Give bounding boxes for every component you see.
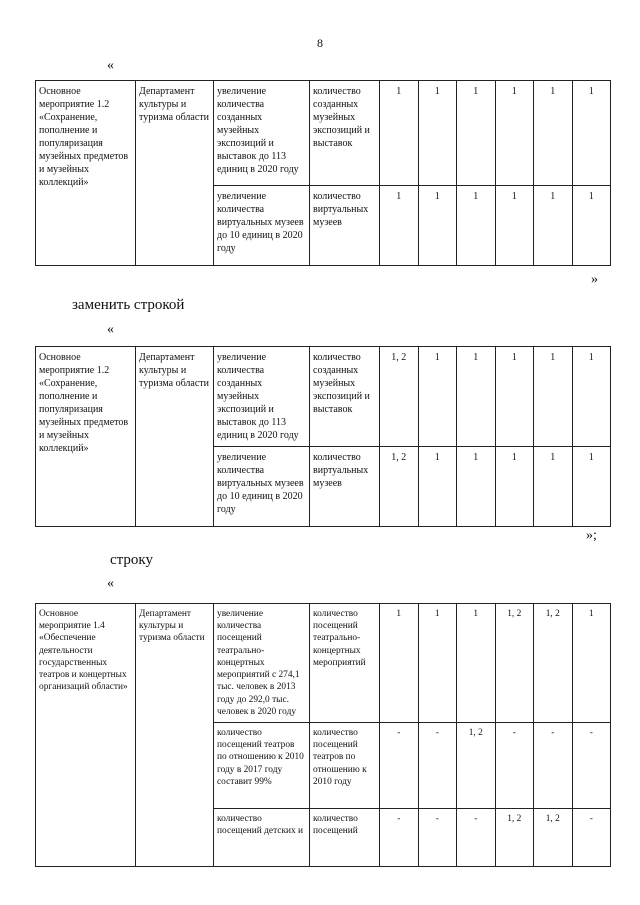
- value-cell: -: [534, 722, 573, 808]
- value-cell: 1, 2: [457, 722, 496, 808]
- value-cell: 1: [572, 447, 611, 527]
- close-quote-1: »: [591, 272, 598, 287]
- table-original-1-4: [35, 603, 611, 867]
- open-quote-3: «: [107, 576, 114, 591]
- value-cell: 1, 2: [534, 808, 573, 866]
- value-cell: 1: [572, 347, 611, 447]
- value-cell: 1: [380, 604, 419, 723]
- value-cell: 1: [380, 81, 419, 186]
- value-cell: 1: [457, 81, 496, 186]
- value-cell: 1: [495, 347, 534, 447]
- value-cell: 1, 2: [380, 447, 419, 527]
- value-cell: 1: [457, 447, 496, 527]
- event-cell: Основное мероприятие 1.2 «Сохранение, пополнение и популяризация музейных предметов и музейных коллекций»: [36, 81, 136, 266]
- value-cell: 1: [418, 604, 457, 723]
- indicator-cell: количество посещений театров по отношению к 2010 году: [310, 722, 380, 808]
- value-cell: 1: [572, 604, 611, 723]
- indicator-cell: количество виртуальных музеев: [310, 186, 380, 266]
- event-cell: Основное мероприятие 1.2 «Сохранение, пополнение и популяризация музейных предметов и музейных коллекций»: [36, 347, 136, 527]
- value-cell: 1: [418, 447, 457, 527]
- value-cell: 1: [457, 347, 496, 447]
- row-phrase: строку: [110, 552, 153, 568]
- value-cell: 1: [418, 347, 457, 447]
- value-cell: -: [418, 808, 457, 866]
- value-cell: -: [457, 808, 496, 866]
- open-quote-1: «: [107, 58, 114, 73]
- event-cell: Основное мероприятие 1.4 «Обеспечение деятельности государственных театров и концертных организаций области»: [36, 604, 136, 867]
- indicator-cell: количество виртуальных музеев: [310, 447, 380, 527]
- goal-cell: количество посещений театров по отношению к 2010 году в 2017 году составит 99%: [214, 722, 310, 808]
- value-cell: 1, 2: [534, 604, 573, 723]
- table-row: [36, 81, 611, 186]
- value-cell: 1: [495, 447, 534, 527]
- value-cell: 1: [495, 186, 534, 266]
- value-cell: 1: [380, 186, 419, 266]
- department-cell: Департамент культуры и туризма области: [136, 604, 214, 867]
- value-cell: 1: [418, 81, 457, 186]
- value-cell: 1: [534, 347, 573, 447]
- goal-cell: увеличение количества виртуальных музеев до 10 единиц в 2020 году: [214, 447, 310, 527]
- indicator-cell: количество созданных музейных экспозиций и выставок: [310, 81, 380, 186]
- value-cell: -: [418, 722, 457, 808]
- goal-cell: количество посещений детских и: [214, 808, 310, 866]
- value-cell: 1: [572, 186, 611, 266]
- indicator-cell: количество посещений театрально-концертных мероприятий: [310, 604, 380, 723]
- department-cell: Департамент культуры и туризма области: [136, 81, 214, 266]
- close-quote-2: »;: [586, 528, 597, 543]
- value-cell: 1, 2: [495, 604, 534, 723]
- department-cell: Департамент культуры и туризма области: [136, 347, 214, 527]
- indicator-cell: количество созданных музейных экспозиций и выставок: [310, 347, 380, 447]
- table-row: [36, 347, 611, 447]
- value-cell: -: [572, 722, 611, 808]
- value-cell: 1: [457, 186, 496, 266]
- value-cell: 1: [572, 81, 611, 186]
- value-cell: 1: [534, 447, 573, 527]
- value-cell: 1: [534, 186, 573, 266]
- value-cell: -: [572, 808, 611, 866]
- table-replacement-1-2: [35, 346, 611, 527]
- goal-cell: увеличение количества созданных музейных экспозиций и выставок до 113 единиц в 2020 году: [214, 81, 310, 186]
- value-cell: -: [380, 722, 419, 808]
- indicator-cell: количество посещений: [310, 808, 380, 866]
- value-cell: 1, 2: [380, 347, 419, 447]
- table-row: [36, 604, 611, 723]
- table-original-1-2: [35, 80, 611, 266]
- value-cell: 1: [534, 81, 573, 186]
- value-cell: 1: [457, 604, 496, 723]
- replace-phrase: заменить строкой: [72, 297, 185, 313]
- value-cell: 1: [418, 186, 457, 266]
- value-cell: 1: [495, 81, 534, 186]
- goal-cell: увеличение количества посещений театрально-концертных мероприятий с 274,1 тыс. человек в 2013 году до 292,0 тыс. человек в 2020 году: [214, 604, 310, 723]
- value-cell: -: [495, 722, 534, 808]
- value-cell: -: [380, 808, 419, 866]
- value-cell: 1, 2: [495, 808, 534, 866]
- page-number: 8: [317, 36, 323, 50]
- open-quote-2: «: [107, 322, 114, 337]
- goal-cell: увеличение количества виртуальных музеев до 10 единиц в 2020 году: [214, 186, 310, 266]
- goal-cell: увеличение количества созданных музейных экспозиций и выставок до 113 единиц в 2020 году: [214, 347, 310, 447]
